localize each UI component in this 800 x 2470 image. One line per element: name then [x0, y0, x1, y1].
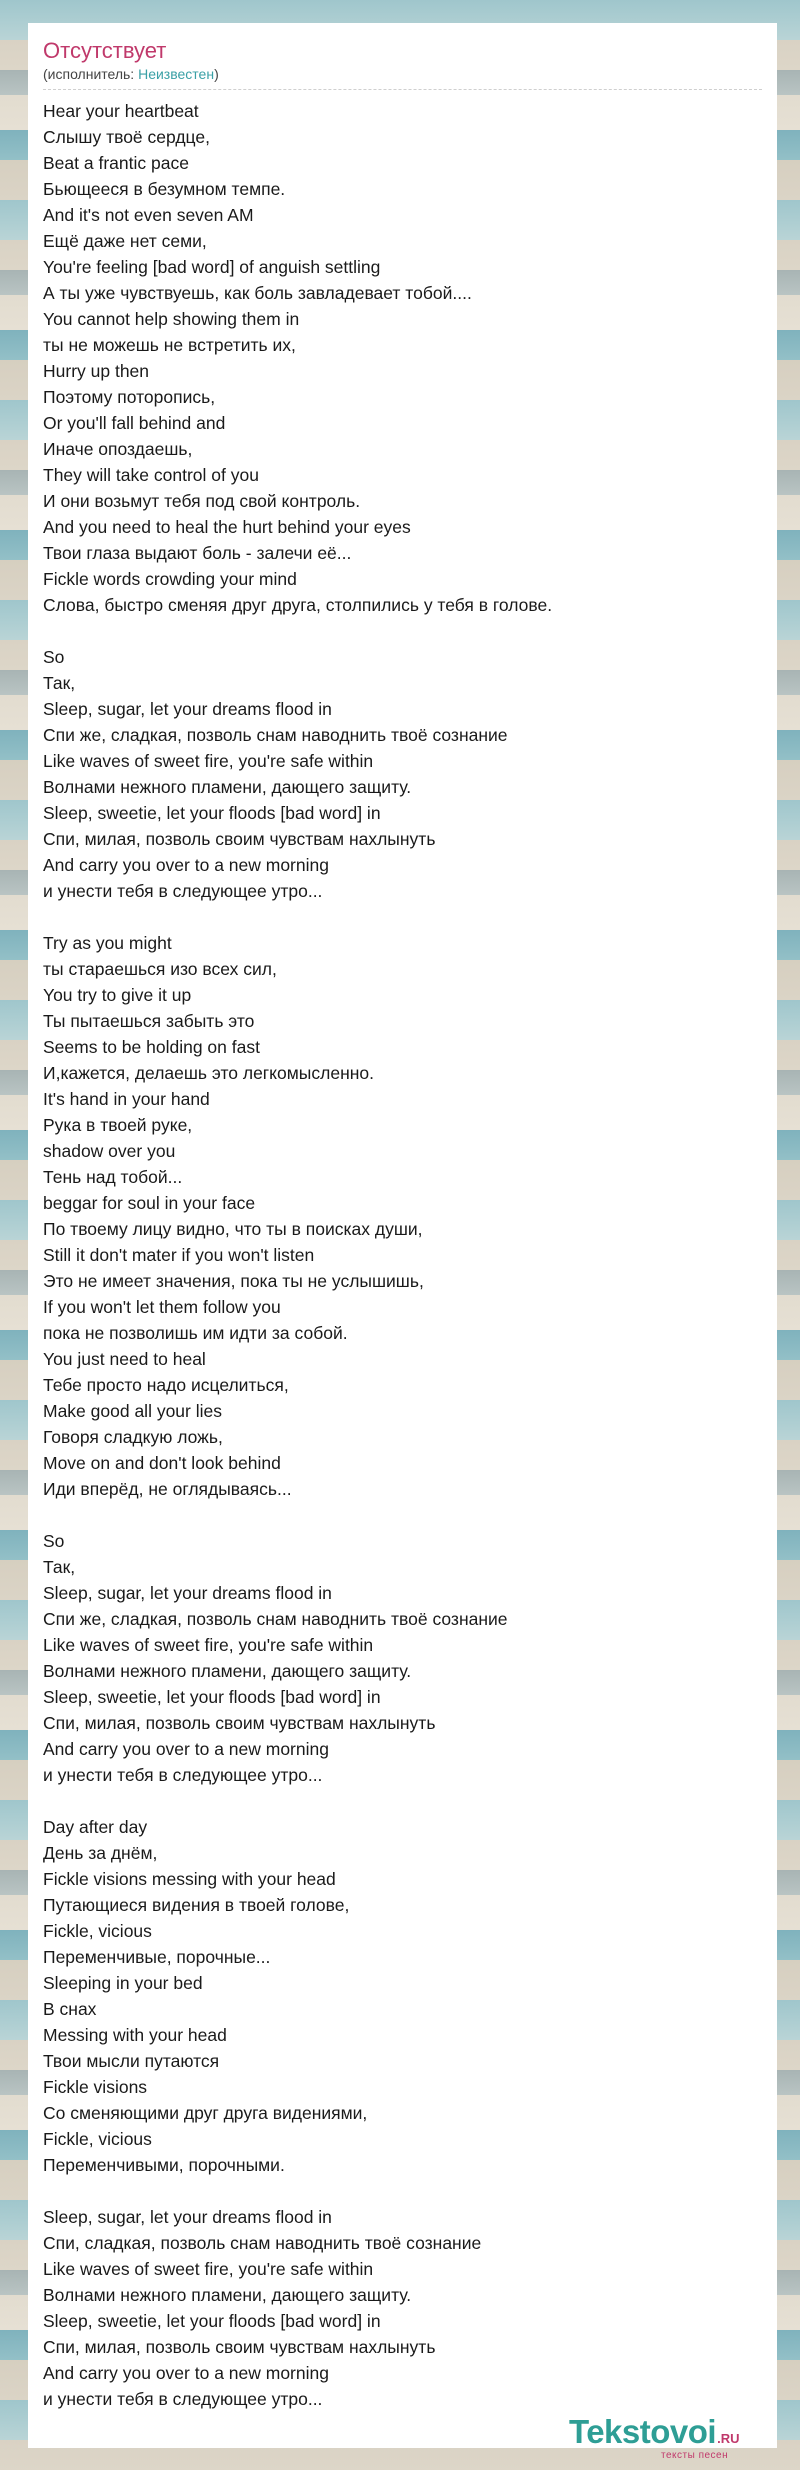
lyric-line: beggar for soul in your face — [43, 1193, 256, 1213]
lyrics-card — [28, 23, 777, 2448]
lyric-line: shadow over you — [43, 1141, 176, 1161]
lyric-line: Волнами нежного пламени, дающего защиту. — [43, 1661, 412, 1681]
lyric-line: Со сменяющими друг друга видениями, — [43, 2103, 368, 2123]
lyric-line: So — [43, 647, 65, 667]
lyric-line: Спи же, сладкая, позволь снам наводнить твоё сознание — [43, 725, 508, 745]
lyric-line: Try as you might — [43, 933, 172, 953]
lyric-line: Sleep, sugar, let your dreams flood in — [43, 1583, 332, 1603]
site-logo[interactable] — [569, 2414, 779, 2462]
lyric-line: Поэтому поторопись, — [43, 387, 216, 407]
lyric-line: Тебе просто надо исцелиться, — [43, 1375, 289, 1395]
lyric-line: Тень над тобой... — [43, 1167, 183, 1187]
stanza-break — [43, 618, 762, 644]
lyric-line: Hear your heartbeat — [43, 101, 199, 121]
stanza-break — [43, 2178, 762, 2204]
lyric-line: Sleeping in your bed — [43, 1973, 203, 1993]
lyric-line: пока не позволишь им идти за собой. — [43, 1323, 348, 1343]
lyric-line: Спи, милая, позволь своим чувствам нахлынуть — [43, 1713, 436, 1733]
lyric-line: Спи, милая, позволь своим чувствам нахлынуть — [43, 2337, 436, 2357]
lyric-line: Ещё даже нет семи, — [43, 231, 207, 251]
stanza-break — [43, 904, 762, 930]
lyric-line: Переменчивыми, порочными. — [43, 2155, 285, 2175]
lyric-line: Or you'll fall behind and — [43, 413, 226, 433]
lyric-line: And carry you over to a new morning — [43, 1739, 329, 1759]
lyric-line: Твои глаза выдают боль - залечи её... — [43, 543, 352, 563]
artist-suffix: ) — [214, 66, 219, 82]
lyric-line: Волнами нежного пламени, дающего защиту. — [43, 777, 412, 797]
lyric-line: Sleep, sugar, let your dreams flood in — [43, 699, 332, 719]
lyric-line: They will take control of you — [43, 465, 259, 485]
logo-name: Tekstovoi — [569, 2413, 717, 2450]
lyric-line: And carry you over to a new morning — [43, 855, 329, 875]
lyric-line: You just need to heal — [43, 1349, 206, 1369]
lyric-line: Still it don't mater if you won't listen — [43, 1245, 315, 1265]
lyric-line: и унести тебя в следующее утро... — [43, 881, 323, 901]
lyric-line: Бьющееся в безумном темпе. — [43, 179, 286, 199]
lyric-line: Like waves of sweet fire, you're safe within — [43, 751, 374, 771]
lyric-line: Fickle visions — [43, 2077, 148, 2097]
stanza-break — [43, 1788, 762, 1814]
lyric-line: Fickle, vicious — [43, 1921, 152, 1941]
lyric-line: Переменчивые, порочные... — [43, 1947, 271, 1967]
lyric-line: Рука в твоей руке, — [43, 1115, 193, 1135]
lyric-line: Слышу твоё сердце, — [43, 127, 210, 147]
lyric-line: So — [43, 1531, 65, 1551]
artist-line — [43, 65, 762, 83]
lyric-line: Говоря сладкую ложь, — [43, 1427, 223, 1447]
divider — [43, 89, 762, 90]
song-title: Отсутствует — [43, 38, 167, 63]
lyric-line: Ты пытаешься забыть это — [43, 1011, 255, 1031]
lyric-line: Это не имеет значения, пока ты не услышишь, — [43, 1271, 424, 1291]
lyric-line: You're feeling [bad word] of anguish settling — [43, 257, 381, 277]
lyric-line: And carry you over to a new morning — [43, 2363, 329, 2383]
lyric-line: Так, — [43, 1557, 76, 1577]
artist-link[interactable]: Неизвестен — [138, 66, 215, 82]
lyric-line: Fickle words crowding your mind — [43, 569, 297, 589]
lyric-line: Иначе опоздаешь, — [43, 439, 193, 459]
logo-tld: .RU — [717, 2431, 740, 2446]
lyric-line: Спи, милая, позволь своим чувствам нахлынуть — [43, 829, 436, 849]
lyric-line: Fickle, vicious — [43, 2129, 152, 2149]
lyric-line: Sleep, sweetie, let your floods [bad word] in — [43, 803, 381, 823]
lyric-line: Спи, сладкая, позволь снам наводнить твоё сознание — [43, 2233, 482, 2253]
logo-tagline: тексты песен — [661, 2450, 729, 2461]
lyric-line: Путающиеся видения в твоей голове, — [43, 1895, 350, 1915]
artist-prefix: (исполнитель: — [43, 66, 139, 82]
lyric-line: You cannot help showing them in — [43, 309, 300, 329]
lyric-line: Seems to be holding on fast — [43, 1037, 260, 1057]
lyric-line: Messing with your head — [43, 2025, 227, 2045]
lyric-line: And it's not even seven AM — [43, 205, 254, 225]
lyric-line: ты не можешь не встретить их, — [43, 335, 296, 355]
stanza-break — [43, 1502, 762, 1528]
lyric-line: And you need to heal the hurt behind your eyes — [43, 517, 411, 537]
lyric-line: ты стараешься изо всех сил, — [43, 959, 277, 979]
lyric-line: Слова, быстро сменяя друг друга, столпились у тебя в голове. — [43, 595, 553, 615]
lyric-line: Like waves of sweet fire, you're safe within — [43, 2259, 374, 2279]
lyric-line: Sleep, sugar, let your dreams flood in — [43, 2207, 332, 2227]
lyric-line: Fickle visions messing with your head — [43, 1869, 336, 1889]
lyric-line: и унести тебя в следующее утро... — [43, 2389, 323, 2409]
lyric-line: Так, — [43, 673, 76, 693]
lyric-line: Day after day — [43, 1817, 148, 1837]
lyric-line: А ты уже чувствуешь, как боль завладевает тобой.... — [43, 283, 472, 303]
lyric-line: Sleep, sweetie, let your floods [bad word] in — [43, 2311, 381, 2331]
lyrics-text — [43, 98, 762, 2412]
lyric-line: И они возьмут тебя под свой контроль. — [43, 491, 361, 511]
lyric-line: Like waves of sweet fire, you're safe within — [43, 1635, 374, 1655]
lyric-line: По твоему лицу видно, что ты в поисках души, — [43, 1219, 423, 1239]
lyric-line: Твои мысли путаются — [43, 2051, 220, 2071]
lyric-line: И,кажется, делаешь это легкомысленно. — [43, 1063, 374, 1083]
lyric-line: Спи же, сладкая, позволь снам наводнить твоё сознание — [43, 1609, 508, 1629]
lyric-line: Hurry up then — [43, 361, 150, 381]
lyric-line: Move on and don't look behind — [43, 1453, 281, 1473]
lyric-line: You try to give it up — [43, 985, 192, 1005]
lyric-line: Иди вперёд, не оглядываясь... — [43, 1479, 292, 1499]
lyric-line: День за днём, — [43, 1843, 158, 1863]
lyric-line: Make good all your lies — [43, 1401, 222, 1421]
lyric-line: It's hand in your hand — [43, 1089, 210, 1109]
lyric-line: Beat a frantic pace — [43, 153, 189, 173]
lyric-line: Волнами нежного пламени, дающего защиту. — [43, 2285, 412, 2305]
lyric-line: В снах — [43, 1999, 97, 2019]
lyric-line: Sleep, sweetie, let your floods [bad word] in — [43, 1687, 381, 1707]
lyric-line: If you won't let them follow you — [43, 1297, 281, 1317]
lyric-line: и унести тебя в следующее утро... — [43, 1765, 323, 1785]
